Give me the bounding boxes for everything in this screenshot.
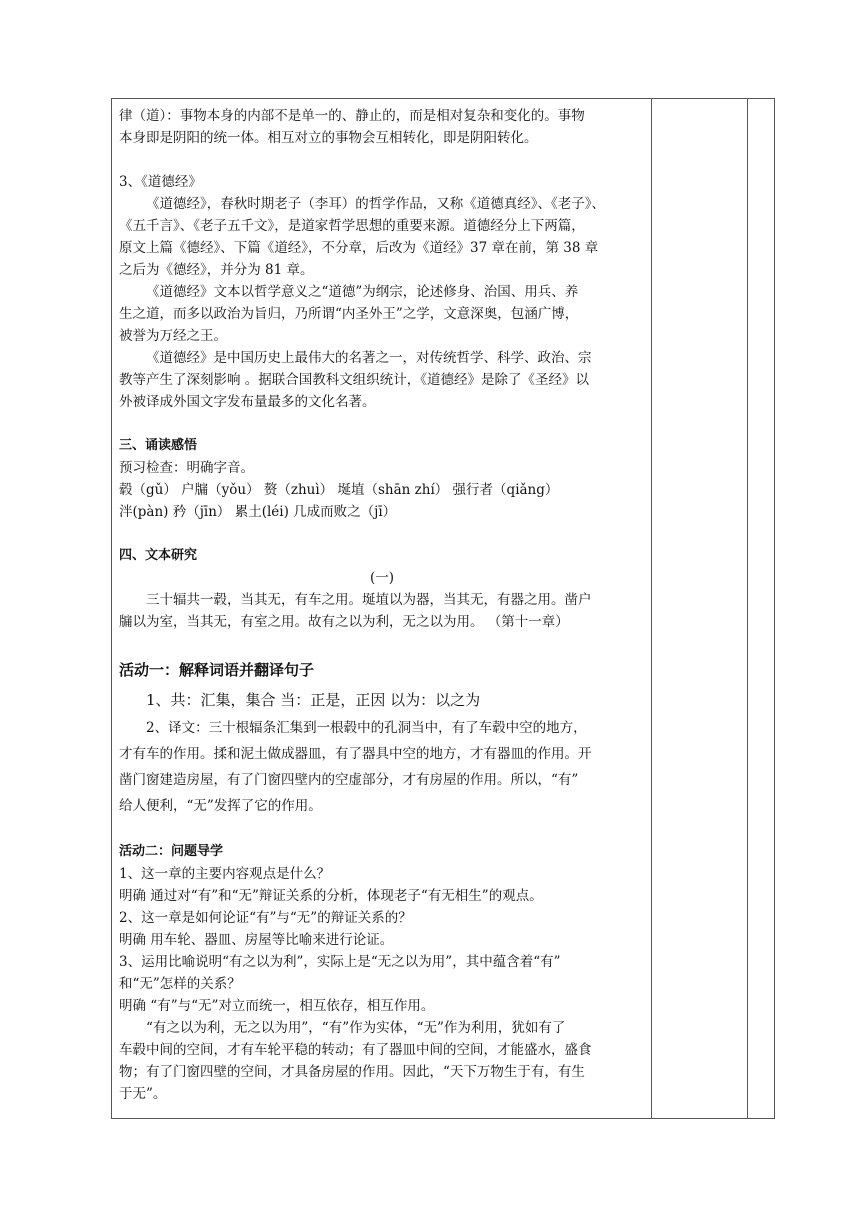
text-line: 本身即是阴阳的统一体。相互对立的事物会互相转化，即是阴阳转化。 (119, 130, 538, 146)
text-line: 预习检查：明确字音。 (119, 460, 254, 476)
text-line: 车毂中间的空间，才有车轮平稳的转动；有了器皿中间的空间，才能盛水，盛食 (119, 1042, 592, 1058)
main-text-cell (119, 105, 645, 1105)
text-line: 《道德经》文本以哲学意义之“道德”为纲宗，论述修身、治国、用兵、养 (146, 284, 579, 300)
text-line: 《五千言》、《老子五千文》，是道家哲学思想的重要来源。道德经分上下两篇， (119, 218, 585, 234)
text-line: 于无”。 (119, 1086, 167, 1102)
text-line: 明确 通过对“有”和“无”辩证关系的分析，体现老子“有无相生”的观点。 (119, 888, 543, 904)
text-line: 《道德经》是中国历史上最伟大的名著之一，对传统哲学、科学、政治、宗 (146, 350, 592, 366)
text-line: 泮(pàn) 矜（jīn） 累土(léi) 几成而败之（jī） (119, 504, 397, 520)
column-divider (651, 99, 652, 1118)
text-line: 外被译成外国文字发布量最多的文化名著。 (119, 394, 376, 410)
text-line: 给人便利，“无”发挥了它的作用。 (119, 798, 322, 814)
text-line: 1、共：汇集，集合 当：正是，正因 以为：以之为 (146, 691, 481, 709)
text-line: 明确 “有”与“无”对立而统一，相互依存，相互作用。 (119, 998, 435, 1014)
text-line: 生之道，而多以政治为旨归，乃所谓“内圣外王”之学，文意深奥，包涵广博， (119, 306, 579, 322)
activity-heading: 活动二：问题导学 (119, 844, 224, 859)
section-heading: 四、文本研究 (119, 548, 198, 563)
text-line: 律（道）：事物本身的内部不是单一的、静止的，而是相对复杂和变化的。事物 (119, 108, 585, 124)
text-line: 教等产生了深刻影响 。据联合国教科文组织统计，《道德经》是除了《圣经》以 (119, 372, 590, 388)
subsection-label: (一) (369, 570, 395, 586)
text-line: 3、运用比喻说明“有之以为利”，实际上是“无之以为用”，其中蕴含着“有” (119, 954, 561, 970)
lesson-table (111, 98, 775, 1119)
text-line: 才有车的作用。揉和泥土做成器皿，有了器具中空的地方，才有器皿的作用。开 (119, 746, 592, 762)
text-line: 明确 用车轮、器皿、房屋等比喻来进行论证。 (119, 932, 394, 948)
column-divider (747, 99, 748, 1118)
text-line: 之后为《德经》，并分为 81 章。 (119, 262, 314, 278)
text-line: 牖以为室，当其无，有室之用。故有之以为利，无之以为用。 （第十一章） (119, 614, 569, 630)
text-line: 被誉为万经之王。 (119, 328, 227, 344)
text-line: “有之以为利，无之以为用”，“有”作为实体，“无”作为利用，犹如有了 (146, 1020, 566, 1036)
text-line: 原文上篇《德经》、下篇《道经》，不分章，后改为《道经》37 章在前，第 38 章 (119, 240, 599, 256)
text-line: 1、这一章的主要内容观点是什么？ (119, 866, 331, 882)
text-line: 《道德经》，春秋时期老子（李耳）的哲学作品，又称《道德真经》、《老子》、 (146, 196, 605, 212)
text-line: 三十辐共一毂，当其无，有车之用。埏埴以为器，当其无，有器之用。凿户 (146, 592, 592, 608)
text-line: 毂（gǔ） 户牖（yǒu） 赘（zhuì） 埏埴（shān zhí） 强行者（qiǎng） (119, 482, 559, 498)
text-line: 2、译文：三十根辐条汇集到一根毂中的孔洞当中，有了车毂中空的地方， (146, 720, 587, 736)
text-line: 凿门窗建造房屋，有了门窗四壁内的空虚部分，才有房屋的作用。所以，“有” (119, 772, 579, 788)
text-line: 和“无”怎样的关系？ (119, 976, 241, 992)
section-heading: 3、《道德经》 (119, 174, 202, 190)
text-line: 2、这一章是如何论证“有”与“无”的辩证关系的？ (119, 910, 412, 926)
section-heading: 三、诵读感悟 (119, 438, 198, 453)
text-line: 物；有了门窗四壁的空间，才具备房屋的作用。因此，“天下万物生于有，有生 (119, 1064, 585, 1080)
activity-heading: 活动一：解释词语并翻译句子 (119, 661, 315, 679)
